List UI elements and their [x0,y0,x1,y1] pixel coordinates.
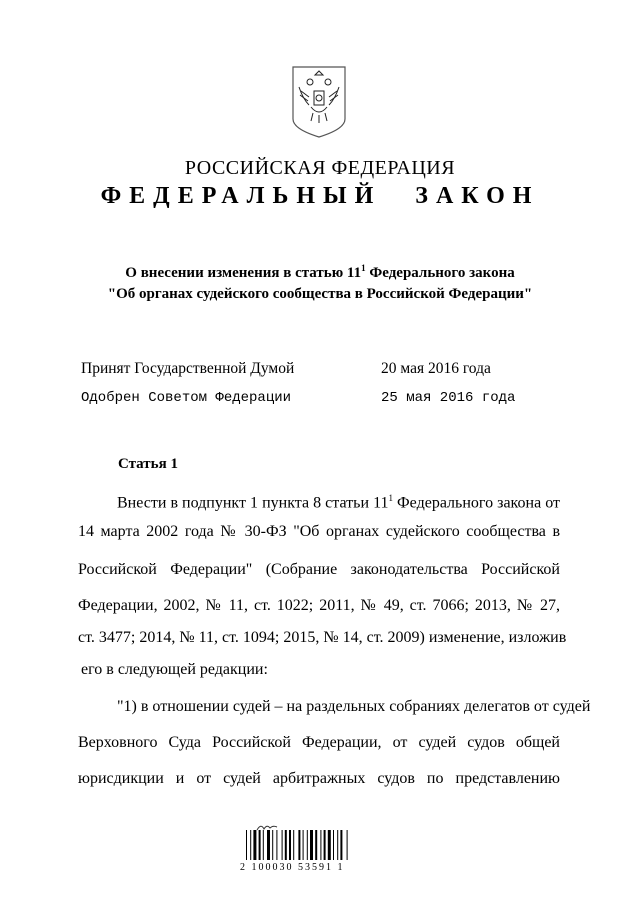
document-type-title: ФЕДЕРАЛЬНЫЙ ЗАКОН [100,183,540,209]
coat-of-arms-icon [289,65,349,139]
duma-adoption-label: Принят Государственной Думой [81,360,295,377]
law-subject-line-1 [0,263,640,282]
article-line-1-end: Федерального закона от [392,494,561,512]
council-approval-date: 25 мая 2016 года [381,390,516,406]
article-line-7: "1) в отношении судей – на раздельных собраниях делегатов от судей [117,698,591,715]
article-line-4: Федерации, 2002, № 11, ст. 1022; 2011, № 49, ст. 7066; 2013, № 27, [78,597,560,614]
article-line-1 [117,493,560,512]
duma-adoption-date: 20 мая 2016 года [381,360,491,377]
country-name: РОССИЙСКАЯ ФЕДЕРАЦИЯ [184,157,456,179]
article-title: Статья 1 [118,456,178,472]
law-subject-line-2: "Об органах судейского сообщества в Российской Федерации" [107,286,533,302]
subject-text-end: Федерального закона [365,265,515,281]
article-line-6: его в следующей редакции: [81,661,268,678]
article-line-8: Верховного Суда Российской Федерации, от судей судов общей [78,734,560,751]
article-line-5: ст. 3477; 2014, № 11, ст. 1094; 2015, № 14, ст. 2009) изменение, изложив [78,629,567,646]
article-line-1-text: Внести в подпункт 1 пункта 8 статьи 11 [117,494,389,512]
subject-superscript: 1 [361,263,366,273]
article-line-2: 14 марта 2002 года № 30-ФЗ "Об органах судейского сообщества в [78,523,560,540]
article-superscript: 1 [388,493,393,503]
article-line-9: юрисдикции и от судей арбитражных судов по представлению [78,770,560,787]
council-approval-label: Одобрен Советом Федерации [81,390,292,406]
subject-text: О внесении изменения в статью 11 [125,265,362,281]
barcode-number: 2 100030 53591 1 [240,862,345,873]
article-line-3: Российской Федерации" (Собрание законодательства Российской [78,561,560,578]
